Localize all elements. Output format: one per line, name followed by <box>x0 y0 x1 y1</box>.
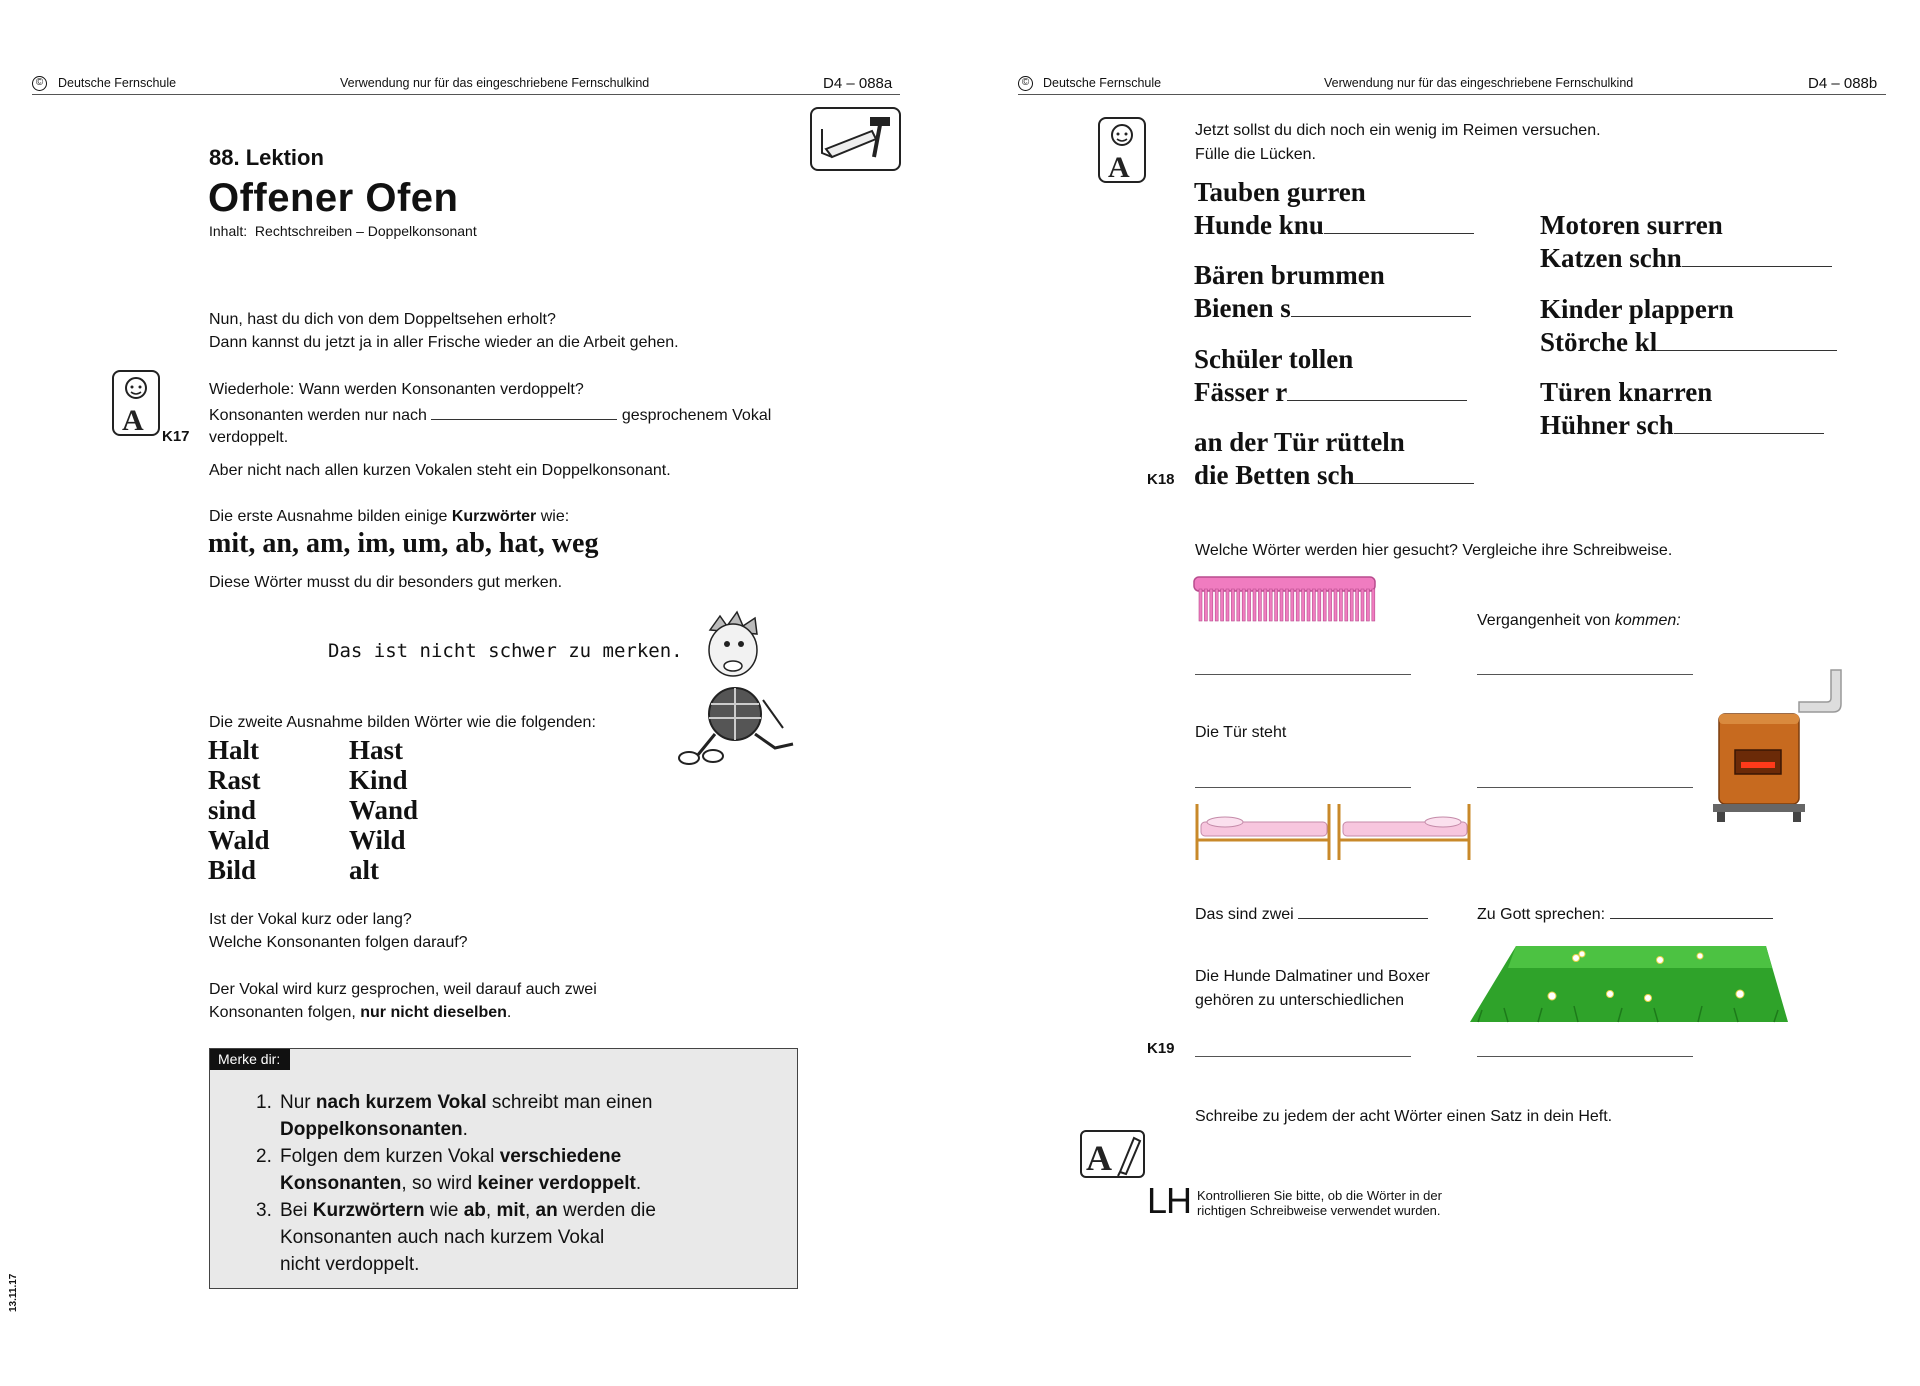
answer-line-comb[interactable] <box>1195 674 1411 675</box>
question-2: Welche Konsonanten folgen darauf? <box>209 934 468 951</box>
repeat-answer-end: verdoppelt. <box>209 429 289 446</box>
word-item: Wild <box>349 825 406 855</box>
rhyme-intro-2: Fülle die Lücken. <box>1195 146 1316 163</box>
page-title: Offener Ofen <box>208 176 459 220</box>
content-value: Rechtschreiben – Doppelkonsonant <box>254 223 477 239</box>
task-code-k17: K17 <box>162 428 190 445</box>
repeat-answer <box>209 402 771 428</box>
svg-text:A: A <box>1086 1138 1112 1176</box>
content-line <box>209 223 477 239</box>
answer-line-door[interactable] <box>1195 787 1411 788</box>
rhyme-blank[interactable] <box>1657 331 1837 351</box>
content-label: Inhalt: <box>209 223 248 239</box>
answer-2-pre: Konsonanten folgen, <box>209 1004 361 1021</box>
not-all-line: Aber nicht nach allen kurzen Vokalen steht ein Doppelkonsonant. <box>209 462 671 479</box>
rhyme-blank[interactable] <box>1324 214 1474 234</box>
header-code: D4 – 088b <box>1808 75 1878 92</box>
word-item: Hast <box>349 735 403 765</box>
lh-note <box>1197 1188 1442 1218</box>
intro-line-2: Dann kannst du jetzt ja in aller Frische wieder an die Arbeit gehen. <box>209 334 679 351</box>
exception1-line <box>209 505 569 529</box>
comb-image <box>1193 575 1377 627</box>
merke-list <box>256 1089 776 1278</box>
lh-note-line-2: richtigen Schreibweise verwendet wurden. <box>1197 1203 1441 1218</box>
dogs-line-1: Die Hunde Dalmatiner und Boxer <box>1195 968 1430 985</box>
rhyme-line: an der Tür rütteln <box>1194 427 1405 457</box>
rhyme-stem: Hühner sch <box>1540 410 1674 440</box>
rhyme-right-2 <box>1540 293 1837 359</box>
repeat-answer-pre: Konsonanten werden nur nach <box>209 407 427 424</box>
words-col-2 <box>349 735 418 885</box>
task-code-k18: K18 <box>1147 471 1175 488</box>
past-label <box>1477 609 1681 633</box>
header-school: Deutsche Fernschule <box>1043 76 1162 90</box>
question-1: Ist der Vokal kurz oder lang? <box>209 911 412 928</box>
task-a-icon <box>112 370 160 436</box>
rhyme-line: Tauben gurren <box>1194 177 1366 207</box>
merke-item-1: 1. Nur nach kurzem Vokal schreibt man einen Doppelkonsonanten. <box>256 1092 653 1140</box>
words-col-1 <box>208 735 270 885</box>
answer-line-meadow[interactable] <box>1477 1056 1693 1057</box>
rhyme-stem: Bienen s <box>1194 293 1291 323</box>
task-code-k19: K19 <box>1147 1040 1175 1057</box>
rhyme-right-1 <box>1540 209 1832 275</box>
word-item: Wand <box>349 795 419 825</box>
remember-words: Diese Wörter musst du dir besonders gut merken. <box>209 574 563 591</box>
answer-2-end: . <box>506 1004 512 1021</box>
blank-god[interactable] <box>1610 901 1773 919</box>
rhyme-line: Motoren surren <box>1540 210 1723 240</box>
rhyme-line: Bären brummen <box>1194 260 1385 290</box>
past-label-verb: kommen: <box>1614 612 1681 629</box>
lesson-number: 88. Lektion <box>209 145 324 170</box>
header-school: Deutsche Fernschule <box>58 76 177 90</box>
answer-line-dogs[interactable] <box>1195 1056 1411 1057</box>
rhyme-left-1 <box>1194 176 1474 242</box>
svg-text:A: A <box>1108 151 1130 181</box>
answer-1: Der Vokal wird kurz gesprochen, weil darauf auch zwei <box>209 981 597 998</box>
write-task-icon <box>1080 1130 1145 1178</box>
sentence-task: Schreibe zu jedem der acht Wörter einen Satz in dein Heft. <box>1195 1108 1613 1125</box>
short-words: mit, an, am, im, um, ab, hat, weg <box>208 528 599 559</box>
header-rule <box>1018 94 1886 95</box>
blank-two[interactable] <box>1298 901 1428 919</box>
answer-line-past[interactable] <box>1477 674 1693 675</box>
answer-2 <box>209 1001 511 1025</box>
word-item: sind <box>208 795 257 825</box>
word-item: Rast <box>208 765 261 795</box>
merke-item-3: 3. Bei Kurzwörtern wie ab, mit, an werden die Konsonanten auch nach kurzem Vokal nicht verdoppelt. <box>256 1200 656 1275</box>
rhyme-line: Kinder plappern <box>1540 294 1734 324</box>
lh-note-line-1: Kontrollieren Sie bitte, ob die Wörter in der <box>1197 1188 1442 1203</box>
past-label-pre: Vergangenheit von <box>1477 612 1615 629</box>
rhyme-stem: Störche kl <box>1540 327 1658 357</box>
word-item: Kind <box>349 765 408 795</box>
door-label: Die Tür steht <box>1195 724 1287 741</box>
rhyme-left-2 <box>1194 259 1471 325</box>
rhyme-intro-1: Jetzt sollst du dich noch ein wenig im Reimen versuchen. <box>1195 122 1601 139</box>
rhyme-blank[interactable] <box>1354 464 1474 484</box>
exception1-pre: Die erste Ausnahme bilden einige <box>209 508 452 525</box>
copyright-icon: © <box>32 74 47 91</box>
rhyme-stem: Hunde knu <box>1194 210 1324 240</box>
meadow-image <box>1468 944 1790 1026</box>
dogs-line-2: gehören zu unterschiedlichen <box>1195 992 1405 1009</box>
merke-label: Merke dir: <box>210 1049 290 1070</box>
beds-image <box>1193 800 1473 862</box>
lh-label: LH <box>1147 1180 1192 1221</box>
header-usage: Verwendung nur für das eingeschriebene Fernschulkind <box>1324 76 1634 90</box>
rhyme-line: Schüler tollen <box>1194 344 1354 374</box>
header-usage: Verwendung nur für das eingeschriebene Fernschulkind <box>340 76 650 90</box>
stove-image <box>1713 668 1847 828</box>
rhyme-blank[interactable] <box>1682 247 1832 267</box>
rhyme-left-3 <box>1194 343 1467 409</box>
word-item: Wald <box>208 825 270 855</box>
rhyme-blank[interactable] <box>1287 381 1467 401</box>
speech-bubble: Das ist nicht schwer zu merken. <box>328 640 683 662</box>
rhyme-stem: Katzen schn <box>1540 243 1682 273</box>
words-question: Welche Wörter werden hier gesucht? Vergleiche ihre Schreibweise. <box>1195 542 1673 559</box>
tools-icon <box>810 107 901 171</box>
god-label: Zu Gott sprechen: <box>1477 901 1773 927</box>
header-rule <box>32 94 900 95</box>
merke-item-2: 2. Folgen dem kurzen Vokal verschiedene Konsonanten, so wird keiner verdoppelt. <box>256 1146 642 1194</box>
exception1-bold: Kurzwörter <box>451 508 537 525</box>
answer-line-stove[interactable] <box>1477 787 1693 788</box>
header-code: D4 – 088a <box>823 75 893 92</box>
repeat-answer-post: gesprochenem Vokal <box>621 407 772 424</box>
word-item: Bild <box>208 855 257 885</box>
exception1-post: wie: <box>536 508 570 525</box>
rhyme-stem: Fässer r <box>1194 377 1288 407</box>
exception2-line: Die zweite Ausnahme bilden Wörter wie die folgenden: <box>209 714 596 731</box>
copyright-icon: © <box>1018 74 1033 91</box>
rhyme-right-3 <box>1540 376 1824 442</box>
answer-2-bold: nur nicht dieselben <box>360 1004 507 1021</box>
word-item: Halt <box>208 735 259 765</box>
rhyme-line: Türen knarren <box>1540 377 1713 407</box>
rhyme-stem: die Betten sch <box>1194 460 1355 490</box>
intro-line-1: Nun, hast du dich von dem Doppeltsehen erholt? <box>209 311 556 328</box>
svg-text:A: A <box>122 404 144 434</box>
boy-illustration <box>675 608 801 768</box>
rhyme-blank[interactable] <box>1291 297 1471 317</box>
rhyme-left-4 <box>1194 426 1474 492</box>
task-a-icon <box>1098 117 1146 183</box>
side-date: 13.11.17 <box>8 1273 19 1312</box>
blank-vowel[interactable] <box>431 402 617 420</box>
word-item: alt <box>349 855 379 885</box>
two-label: Das sind zwei <box>1195 901 1428 927</box>
repeat-question: Wiederhole: Wann werden Konsonanten verdoppelt? <box>209 381 584 398</box>
rhyme-blank[interactable] <box>1674 414 1824 434</box>
merke-box <box>209 1048 798 1289</box>
